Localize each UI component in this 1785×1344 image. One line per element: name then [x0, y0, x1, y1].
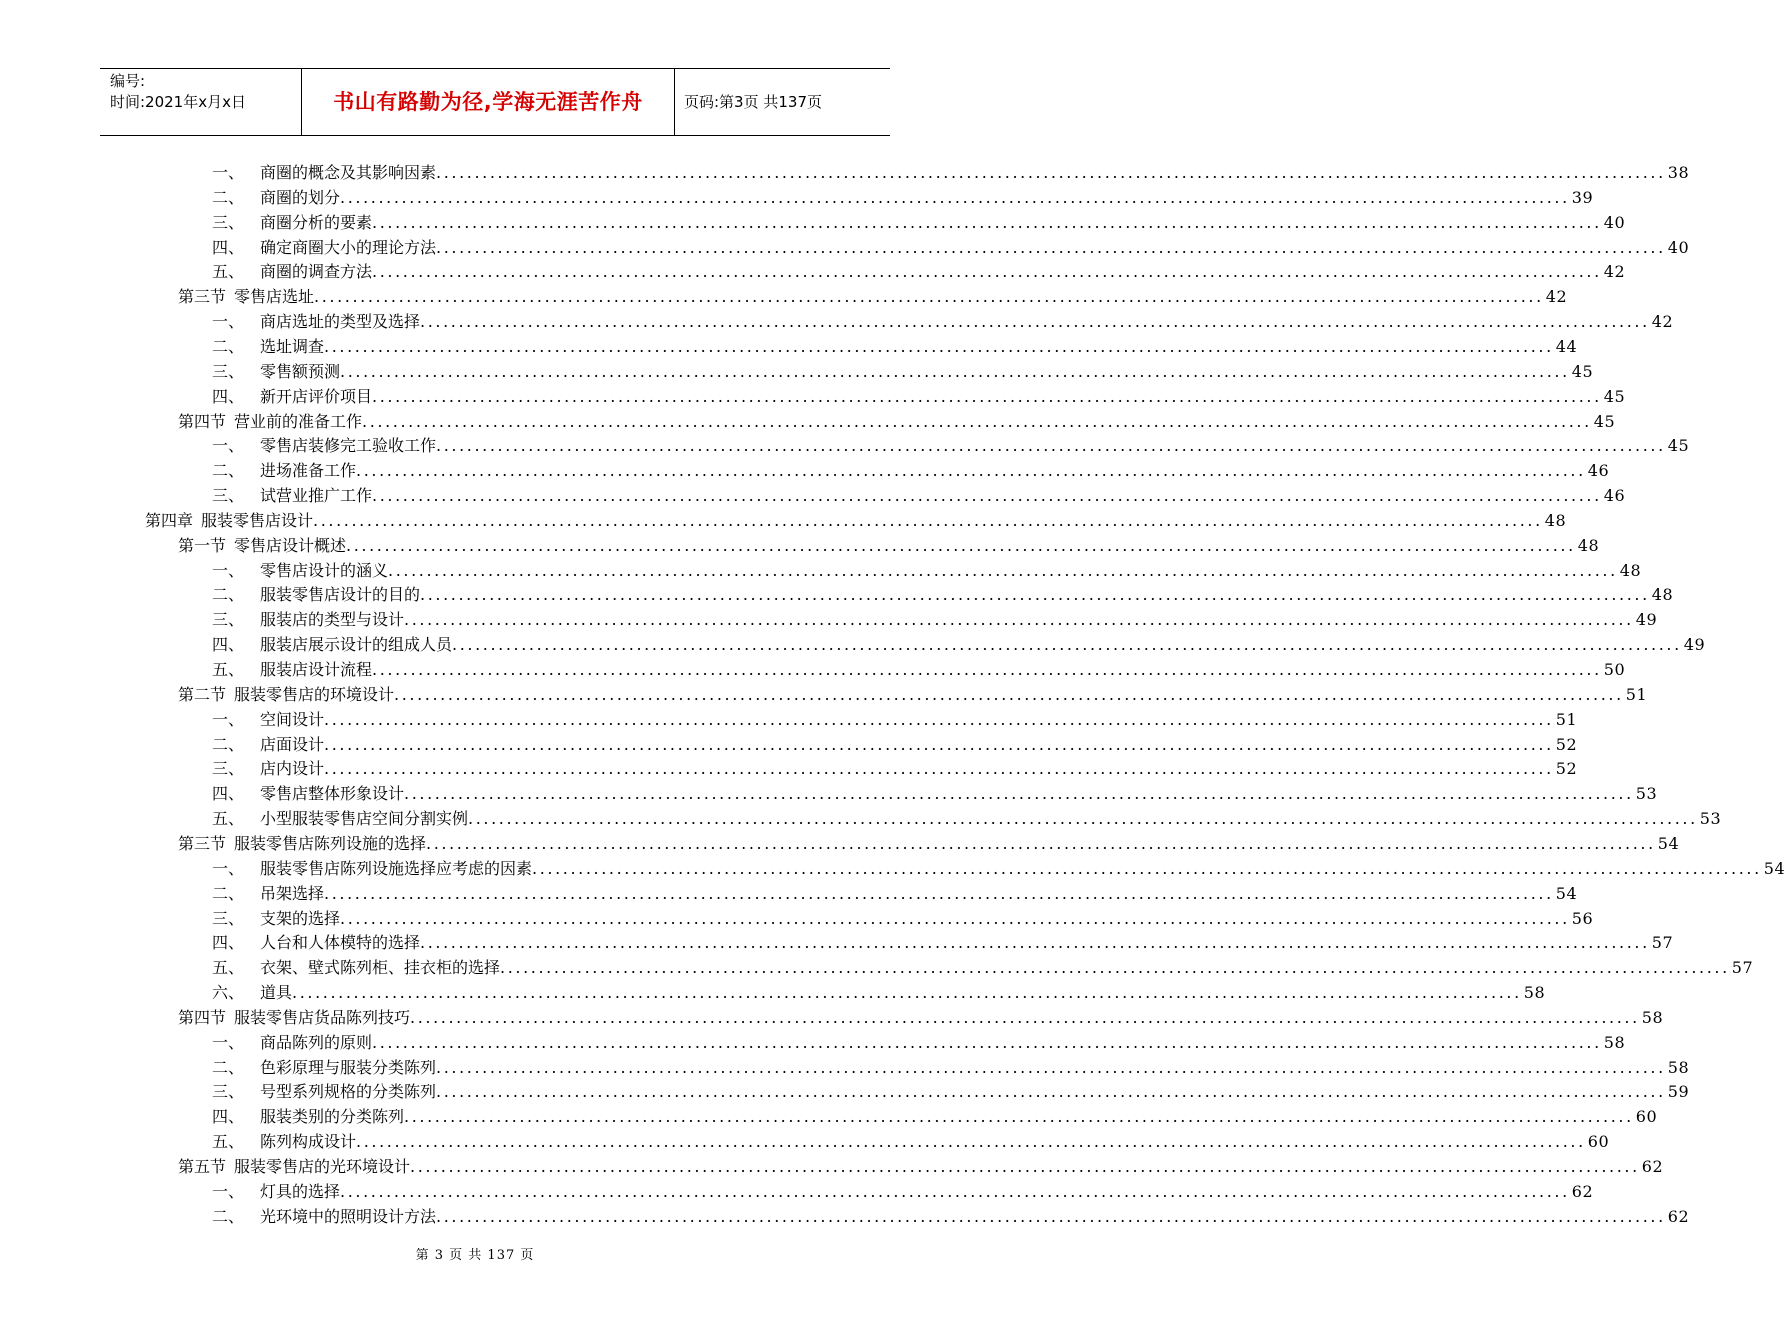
- toc-leader-dots: ................................................................................................................................................................: [372, 486, 1602, 506]
- toc-entry-title: 色彩原理与服装分类陈列: [260, 1057, 437, 1077]
- toc-entry-page: 45: [1603, 386, 1626, 406]
- toc-entry[interactable]: [0, 409, 1616, 434]
- toc-entry-page: 46: [1603, 486, 1626, 506]
- toc-entry-page: 62: [1667, 1206, 1690, 1226]
- page-header: [100, 68, 890, 136]
- toc-entry-title: 商品陈列的原则: [260, 1032, 373, 1052]
- toc-entry-title: 选址调查: [260, 336, 325, 356]
- toc-entry-number: 第五节: [178, 1157, 227, 1176]
- toc-entry[interactable]: [0, 384, 1626, 409]
- toc-entry-page: 57: [1731, 958, 1754, 978]
- toc-leader-dots: ................................................................................................................................................................: [436, 237, 1666, 257]
- toc-entry-title: 服装店的类型与设计: [260, 610, 405, 630]
- toc-entry-page: 51: [1555, 709, 1578, 729]
- toc-leader-dots: ................................................................................................................................................................: [324, 734, 1554, 754]
- toc-entry-title: 小型服装零售店空间分割实例: [260, 809, 469, 829]
- toc-entry-title: 商圈分析的要素: [260, 212, 373, 232]
- toc-entry[interactable]: [0, 259, 1626, 284]
- toc-entry[interactable]: [0, 309, 1674, 334]
- toc-entry[interactable]: [0, 1055, 1690, 1080]
- toc-entry-line: [212, 881, 1578, 906]
- toc-entry-title: 灯具的选择: [260, 1181, 341, 1201]
- toc-entry-line: [212, 359, 1594, 384]
- toc-entry-number: 三、: [212, 1082, 245, 1102]
- toc-entry-number: 三、: [212, 212, 245, 232]
- toc-entry-title: 服装零售店设计: [201, 510, 314, 530]
- toc-entry-page: 54: [1555, 883, 1578, 903]
- toc-entry-line: [212, 1055, 1690, 1080]
- toc-entry-page: 54: [1763, 858, 1785, 878]
- toc-entry-line: [178, 409, 1616, 434]
- toc-entry-line: [212, 781, 1658, 806]
- toc-entry-page: 58: [1641, 1007, 1664, 1027]
- toc-entry-page: 62: [1641, 1157, 1664, 1176]
- toc-entry-line: [212, 1129, 1610, 1154]
- toc-entry-number: 五、: [212, 958, 245, 978]
- toc-leader-dots: ................................................................................................................................................................: [532, 858, 1762, 878]
- toc-entry[interactable]: [0, 906, 1594, 931]
- toc-entry-title: 服装零售店设计的目的: [260, 585, 421, 605]
- header-motto: 书山有路勤为径,学海无涯苦作舟: [302, 69, 675, 135]
- toc-entry-number: 一、: [212, 858, 245, 878]
- toc-leader-dots: ................................................................................................................................................................: [313, 510, 1543, 530]
- toc-entry[interactable]: [0, 1030, 1626, 1055]
- toc-entry-page: 49: [1635, 610, 1658, 630]
- toc-entry-number: 一、: [212, 709, 245, 729]
- toc-entry-page: 42: [1603, 262, 1626, 282]
- toc-entry-page: 60: [1635, 1107, 1658, 1127]
- toc-leader-dots: ................................................................................................................................................................: [436, 1057, 1666, 1077]
- toc-entry-title: 服装店设计流程: [260, 660, 373, 679]
- toc-entry[interactable]: [0, 1179, 1594, 1204]
- toc-leader-dots: ................................................................................................................................................................: [372, 660, 1602, 679]
- toc-entry[interactable]: [0, 682, 1648, 707]
- toc-entry-number: 二、: [212, 461, 245, 481]
- toc-entry[interactable]: [0, 508, 1567, 533]
- toc-entry-title: 人台和人体模特的选择: [260, 933, 421, 953]
- toc-entry-page: 46: [1587, 461, 1610, 481]
- toc-entry-title: 空间设计: [260, 709, 325, 729]
- toc-leader-dots: ................................................................................................................................................................: [340, 187, 1570, 207]
- toc-entry-line: [145, 508, 1567, 533]
- toc-entry[interactable]: [0, 558, 1642, 583]
- toc-entry-number: 五、: [212, 660, 245, 679]
- toc-entry-page: 44: [1555, 336, 1578, 356]
- toc-entry-page: 58: [1523, 983, 1546, 1003]
- toc-entry-page: 58: [1603, 1032, 1626, 1052]
- toc-entry-number: 三、: [212, 908, 245, 928]
- toc-entry[interactable]: [0, 856, 1785, 881]
- toc-entry-line: [212, 856, 1785, 881]
- toc-entry-number: 一、: [212, 436, 245, 456]
- toc-leader-dots: ................................................................................................................................................................: [356, 461, 1586, 481]
- toc-leader-dots: ................................................................................................................................................................: [404, 610, 1634, 630]
- toc-entry-line: [212, 582, 1674, 607]
- toc-entry-title: 新开店评价项目: [260, 386, 373, 406]
- toc-entry-number: 四、: [212, 1107, 245, 1127]
- toc-entry[interactable]: [0, 359, 1594, 384]
- toc-entry[interactable]: [0, 930, 1674, 955]
- toc-entry-number: 第三节: [178, 287, 227, 307]
- toc-entry-title: 光环境中的照明设计方法: [260, 1206, 437, 1226]
- toc-entry-line: [212, 1204, 1690, 1229]
- toc-leader-dots: ................................................................................................................................................................: [372, 262, 1602, 282]
- toc-leader-dots: ................................................................................................................................................................: [324, 759, 1554, 779]
- toc-entry[interactable]: [0, 1005, 1664, 1030]
- toc-entry-number: 四、: [212, 784, 245, 804]
- toc-entry-number: 二、: [212, 1057, 245, 1077]
- toc-entry-number: 二、: [212, 1206, 245, 1226]
- toc-entry[interactable]: [0, 756, 1578, 781]
- toc-entry[interactable]: [0, 980, 1546, 1005]
- toc-entry[interactable]: [0, 881, 1578, 906]
- toc-entry-line: [212, 458, 1610, 483]
- toc-leader-dots: ................................................................................................................................................................: [324, 883, 1554, 903]
- toc-entry-number: 二、: [212, 585, 245, 605]
- toc-entry-line: [212, 607, 1658, 632]
- toc-leader-dots: ................................................................................................................................................................: [372, 1032, 1602, 1052]
- toc-entry-number: 第二节: [178, 684, 227, 704]
- toc-entry[interactable]: [0, 1154, 1664, 1179]
- toc-entry[interactable]: [0, 632, 1706, 657]
- toc-entry-title: 确定商圈大小的理论方法: [260, 237, 437, 257]
- toc-entry-page: 51: [1625, 684, 1648, 704]
- toc-entry-line: [212, 707, 1578, 732]
- toc-entry-line: [212, 906, 1594, 931]
- toc-entry-line: [212, 1079, 1690, 1104]
- toc-entry-title: 试营业推广工作: [260, 486, 373, 506]
- toc-entry-page: 48: [1544, 510, 1567, 530]
- toc-entry-number: 三、: [212, 610, 245, 630]
- toc-entry-title: 吊架选择: [260, 883, 325, 903]
- toc-leader-dots: ................................................................................................................................................................: [468, 809, 1698, 829]
- toc-entry-number: 六、: [212, 983, 245, 1003]
- toc-leader-dots: ................................................................................................................................................................: [436, 1082, 1666, 1102]
- toc-entry-number: 第三节: [178, 833, 227, 853]
- toc-entry-number: 三、: [212, 361, 245, 381]
- toc-leader-dots: ................................................................................................................................................................: [436, 436, 1666, 456]
- toc-entry-line: [212, 806, 1722, 831]
- toc-entry-page: 58: [1667, 1057, 1690, 1077]
- toc-entry-line: [212, 483, 1626, 508]
- toc-leader-dots: ................................................................................................................................................................: [394, 684, 1624, 704]
- toc-entry-number: 一、: [212, 560, 245, 580]
- toc-entry-page: 52: [1555, 759, 1578, 779]
- toc-entry-page: 62: [1571, 1181, 1594, 1201]
- toc-entry-line: [212, 160, 1690, 185]
- toc-entry-line: [178, 284, 1568, 309]
- toc-entry-line: [212, 980, 1546, 1005]
- toc-entry-page: 40: [1603, 212, 1626, 232]
- toc-entry[interactable]: [0, 781, 1658, 806]
- toc-entry[interactable]: [0, 657, 1626, 682]
- toc-entry-page: 48: [1651, 585, 1674, 605]
- toc-leader-dots: ................................................................................................................................................................: [388, 560, 1618, 580]
- toc-entry[interactable]: [0, 1104, 1658, 1129]
- toc-entry-title: 陈列构成设计: [260, 1132, 357, 1152]
- toc-entry-title: 支架的选择: [260, 908, 341, 928]
- toc-entry[interactable]: [0, 955, 1754, 980]
- toc-leader-dots: ................................................................................................................................................................: [292, 983, 1522, 1003]
- toc-leader-dots: ................................................................................................................................................................: [500, 958, 1730, 978]
- toc-leader-dots: ................................................................................................................................................................: [324, 336, 1554, 356]
- toc-entry[interactable]: [0, 210, 1626, 235]
- toc-entry-page: 57: [1651, 933, 1674, 953]
- toc-entry-number: 第一节: [178, 535, 227, 555]
- toc-entry-line: [212, 930, 1674, 955]
- toc-entry-page: 50: [1603, 660, 1626, 679]
- toc-leader-dots: ................................................................................................................................................................: [340, 908, 1570, 928]
- toc-entry[interactable]: [0, 334, 1578, 359]
- toc-entry-line: [212, 1030, 1626, 1055]
- toc-entry[interactable]: [0, 707, 1578, 732]
- toc-leader-dots: ................................................................................................................................................................: [436, 1206, 1666, 1226]
- toc-leader-dots: ................................................................................................................................................................: [426, 833, 1656, 853]
- toc-entry-number: 一、: [212, 1181, 245, 1201]
- toc-entry-page: 40: [1667, 237, 1690, 257]
- toc-entry-number: 五、: [212, 1132, 245, 1152]
- toc-leader-dots: ................................................................................................................................................................: [452, 635, 1682, 655]
- toc-entry-title: 零售额预测: [260, 361, 341, 381]
- toc-entry-page: 39: [1571, 187, 1594, 207]
- toc-leader-dots: ................................................................................................................................................................: [372, 386, 1602, 406]
- toc-entry-line: [212, 433, 1690, 458]
- toc-leader-dots: ................................................................................................................................................................: [314, 287, 1544, 307]
- toc-entry-line: [212, 657, 1626, 682]
- toc-entry-line: [178, 1154, 1664, 1179]
- toc-entry-line: [212, 732, 1578, 757]
- toc-entry-line: [212, 384, 1626, 409]
- toc-leader-dots: ................................................................................................................................................................: [420, 933, 1650, 953]
- time-label: 时间:2021年x月x日: [110, 93, 246, 111]
- toc-leader-dots: ................................................................................................................................................................: [410, 1007, 1640, 1027]
- toc-entry[interactable]: [0, 806, 1722, 831]
- toc-leader-dots: ................................................................................................................................................................: [340, 361, 1570, 381]
- toc-leader-dots: ................................................................................................................................................................: [356, 1132, 1586, 1152]
- toc-entry-number: 五、: [212, 262, 245, 282]
- toc-entry-page: 45: [1593, 411, 1616, 431]
- toc-entry-title: 进场准备工作: [260, 461, 357, 481]
- toc-entry[interactable]: [0, 235, 1690, 260]
- toc-entry-number: 一、: [212, 163, 245, 182]
- toc-entry-line: [178, 533, 1600, 558]
- toc-entry-number: 四、: [212, 237, 245, 257]
- toc-leader-dots: ................................................................................................................................................................: [404, 784, 1634, 804]
- toc-entry-title: 零售店设计概述: [234, 535, 347, 555]
- toc-entry-title: 商店选址的类型及选择: [260, 312, 421, 332]
- toc-entry-line: [212, 955, 1754, 980]
- toc-entry-number: 一、: [212, 312, 245, 332]
- toc-entry-title: 零售店设计的涵义: [260, 560, 389, 580]
- toc-entry-page: 49: [1683, 635, 1706, 655]
- toc-entry[interactable]: [0, 185, 1594, 210]
- toc-entry-page: 48: [1577, 535, 1600, 555]
- toc-entry-title: 服装零售店货品陈列技巧: [234, 1007, 411, 1027]
- toc-entry-line: [178, 1005, 1664, 1030]
- toc-entry-title: 店面设计: [260, 734, 325, 754]
- toc-entry[interactable]: [0, 483, 1626, 508]
- toc-entry-number: 四、: [212, 386, 245, 406]
- toc-entry-page: 53: [1635, 784, 1658, 804]
- header-page-label: 页码:第3页 共137页: [684, 93, 822, 111]
- toc-entry-number: 三、: [212, 759, 245, 779]
- toc-entry[interactable]: [0, 732, 1578, 757]
- toc-entry-title: 道具: [260, 983, 293, 1003]
- toc-entry-line: [212, 235, 1690, 260]
- toc-entry-line: [212, 210, 1626, 235]
- toc-entry-line: [178, 682, 1648, 707]
- toc-entry-line: [212, 334, 1578, 359]
- toc-entry-title: 商圈的划分: [260, 187, 341, 207]
- toc-entry-title: 服装零售店的环境设计: [234, 684, 395, 704]
- toc-leader-dots: ................................................................................................................................................................: [372, 212, 1602, 232]
- toc-entry[interactable]: [0, 433, 1690, 458]
- toc-entry[interactable]: [0, 1129, 1610, 1154]
- toc-entry-page: 45: [1667, 436, 1690, 456]
- toc-entry-number: 四、: [212, 635, 245, 655]
- toc-entry-number: 第四节: [178, 411, 227, 431]
- toc-leader-dots: ................................................................................................................................................................: [346, 535, 1576, 555]
- toc-entry-number: 第四章: [145, 510, 194, 530]
- page-footer: 第 3 页 共 137 页: [415, 1248, 535, 1263]
- toc-entry-line: [212, 558, 1642, 583]
- toc-entry-line: [212, 1179, 1594, 1204]
- toc-entry-number: 二、: [212, 336, 245, 356]
- toc-entry-line: [178, 831, 1680, 856]
- toc-entry-page: 60: [1587, 1132, 1610, 1152]
- header-left-cell: [100, 69, 302, 135]
- toc-entry-title: 服装零售店陈列设施的选择: [234, 833, 427, 853]
- toc-entry-title: 服装类别的分类陈列: [260, 1107, 405, 1127]
- toc-entry-title: 商圈的调查方法: [260, 262, 373, 282]
- toc-entry-title: 衣架、壁式陈列柜、挂衣柜的选择: [260, 958, 501, 978]
- toc-entry-line: [212, 632, 1706, 657]
- toc-entry[interactable]: [0, 831, 1680, 856]
- toc-leader-dots: ................................................................................................................................................................: [420, 312, 1650, 332]
- toc-entry-title: 号型系列规格的分类陈列: [260, 1082, 437, 1102]
- toc-leader-dots: ................................................................................................................................................................: [340, 1181, 1570, 1201]
- toc-entry-title: 零售店装修完工验收工作: [260, 436, 437, 456]
- toc-entry[interactable]: [0, 533, 1600, 558]
- toc-entry-page: 56: [1571, 908, 1594, 928]
- toc-entry[interactable]: [0, 1079, 1690, 1104]
- toc-entry[interactable]: [0, 1204, 1690, 1229]
- toc-entry-line: [212, 1104, 1658, 1129]
- toc-entry-number: 四、: [212, 933, 245, 953]
- toc-entry-title: 商圈的概念及其影响因素: [260, 163, 437, 182]
- toc-entry-line: [212, 756, 1578, 781]
- toc-entry-title: 零售店选址: [234, 287, 315, 307]
- toc-entry-number: 一、: [212, 1032, 245, 1052]
- toc-entry-page: 59: [1667, 1082, 1690, 1102]
- toc-entry-title: 服装零售店的光环境设计: [234, 1157, 411, 1176]
- toc-entry[interactable]: [0, 458, 1610, 483]
- toc-entry-line: [212, 259, 1626, 284]
- toc-leader-dots: ................................................................................................................................................................: [410, 1157, 1640, 1176]
- toc-entry-number: 三、: [212, 486, 245, 506]
- toc-leader-dots: ................................................................................................................................................................: [404, 1107, 1634, 1127]
- toc-entry[interactable]: [0, 607, 1658, 632]
- toc-leader-dots: ................................................................................................................................................................: [420, 585, 1650, 605]
- toc-entry-number: 五、: [212, 809, 245, 829]
- toc-entry-page: 42: [1545, 287, 1568, 307]
- toc-entry-title: 营业前的准备工作: [234, 411, 363, 431]
- toc-entry-page: 38: [1667, 163, 1690, 182]
- toc-entry[interactable]: [0, 582, 1674, 607]
- toc-entry-page: 48: [1619, 560, 1642, 580]
- toc-entry-number: 二、: [212, 734, 245, 754]
- toc-leader-dots: ................................................................................................................................................................: [362, 411, 1592, 431]
- toc-entry-number: 第四节: [178, 1007, 227, 1027]
- toc-entry[interactable]: [0, 284, 1568, 309]
- toc-leader-dots: ................................................................................................................................................................: [436, 163, 1666, 182]
- toc-leader-dots: ................................................................................................................................................................: [324, 709, 1554, 729]
- toc-entry-page: 54: [1657, 833, 1680, 853]
- toc-entry-line: [212, 185, 1594, 210]
- toc-entry-number: 二、: [212, 187, 245, 207]
- toc-entry-page: 42: [1651, 312, 1674, 332]
- toc-entry-page: 45: [1571, 361, 1594, 381]
- toc-entry[interactable]: [0, 160, 1690, 185]
- toc-entry-title: 服装店展示设计的组成人员: [260, 635, 453, 655]
- toc-entry-title: 服装零售店陈列设施选择应考虑的因素: [260, 858, 533, 878]
- toc-entry-title: 店内设计: [260, 759, 325, 779]
- toc-entry-title: 零售店整体形象设计: [260, 784, 405, 804]
- toc-entry-page: 52: [1555, 734, 1578, 754]
- serial-label: 编号:: [110, 72, 146, 90]
- toc-entry-number: 二、: [212, 883, 245, 903]
- toc-entry-line: [212, 309, 1674, 334]
- toc-entry-page: 53: [1699, 809, 1722, 829]
